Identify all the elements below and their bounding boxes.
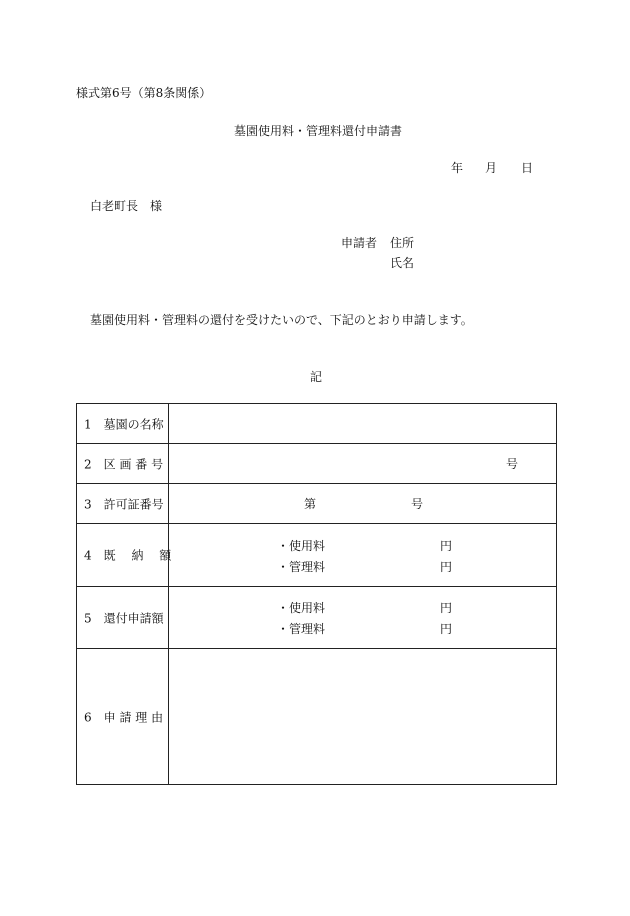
paid-management-fee-unit: 円 [440,560,453,574]
permit-number-label: 3 許可証番号 [84,497,164,511]
table-row [77,484,557,524]
table-row [77,444,557,484]
permit-number-field[interactable] [169,484,557,524]
date-day-label: 日 [521,161,534,175]
date-month-label: 月 [485,161,498,175]
cemetery-name-label: 1 墓園の名称 [84,417,164,431]
table-row [77,404,557,444]
refund-management-fee-label: ・管理料 [277,622,326,636]
plot-number-label: 2 区 画 番 号 [84,457,164,471]
refund-amount-field[interactable] [169,587,557,649]
date-year-label: 年 [451,161,464,175]
plot-number-field[interactable] [169,444,557,484]
refund-amount-label: 5 還付申請額 [84,611,164,625]
applicant-label: 申請者 [341,236,378,250]
refund-usage-fee-unit: 円 [440,601,453,615]
table-row [77,587,557,649]
reason-field[interactable] [169,649,557,785]
permit-number-prefix: 第 [304,497,317,511]
name-label: 氏名 [390,256,415,270]
ki-heading: 記 [310,370,323,384]
cemetery-name-field[interactable] [169,404,557,444]
paid-usage-fee-unit: 円 [440,539,453,553]
table-row [77,524,557,587]
paid-amount-field[interactable] [169,524,557,587]
paid-usage-fee-label: ・使用料 [277,539,326,553]
refund-usage-fee-label: ・使用料 [277,601,326,615]
permit-number-suffix: 号 [411,497,424,511]
refund-management-fee-unit: 円 [440,622,453,636]
address-label: 住所 [390,236,415,250]
reason-label: 6 申 請 理 由 [84,710,164,724]
intro-text: 墓園使用料・管理料の還付を受けたいので、下記のとおり申請します。 [90,313,473,327]
plot-number-suffix: 号 [506,457,519,471]
paid-amount-label: 4 既 納 額 [84,548,172,563]
page-title: 墓園使用料・管理料還付申請書 [234,124,403,138]
application-table [76,403,557,785]
addressee: 白老町長 様 [90,199,163,213]
paid-management-fee-label: ・管理料 [277,560,326,574]
table-row [77,649,557,785]
form-number: 様式第6号（第8条関係） [76,86,212,100]
